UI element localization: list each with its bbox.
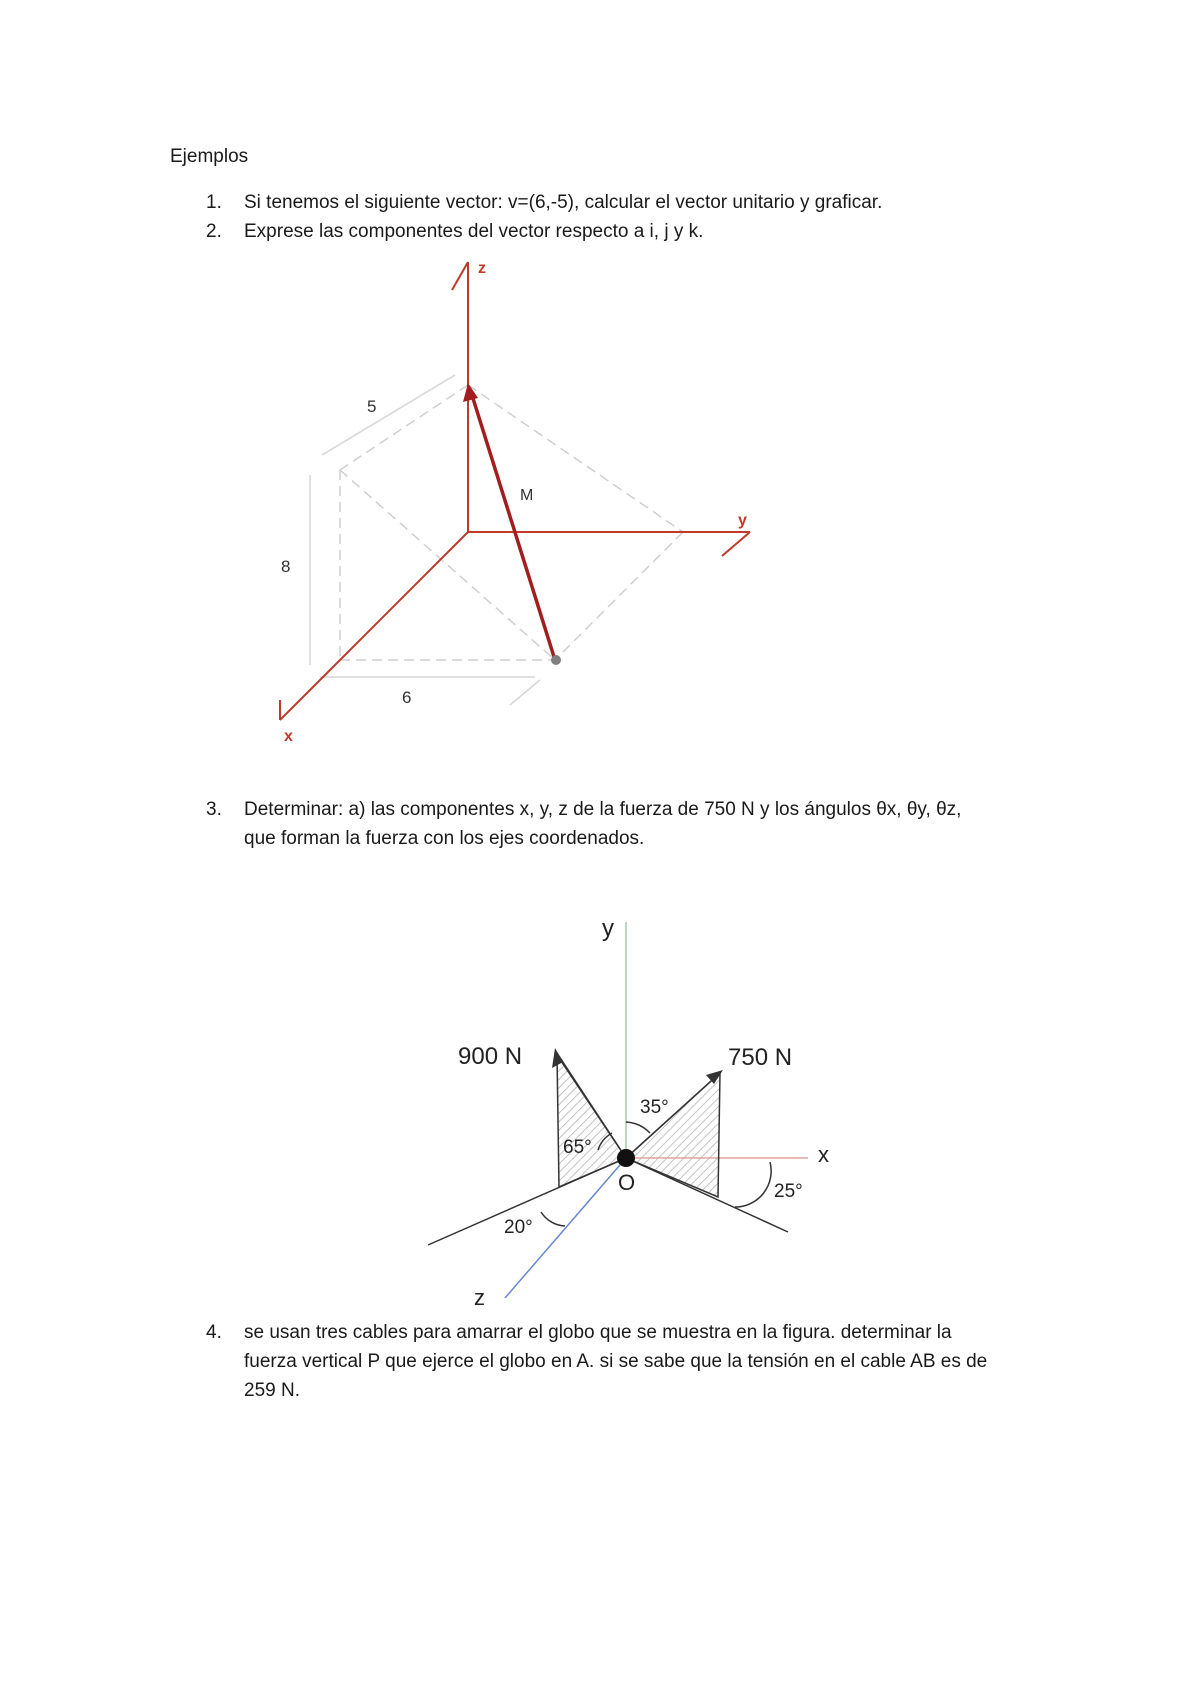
angle-25-label: 25° [774, 1181, 803, 1202]
vector-label: M [520, 487, 534, 504]
axis-x-label: x [818, 1142, 829, 1167]
angle-65-label: 65° [563, 1137, 592, 1158]
dimension-5-label: 5 [367, 397, 377, 416]
item-text: Exprese las componentes del vector respecto a i, j y k. [244, 221, 704, 242]
axis-z-label: z [478, 260, 486, 277]
item-number: 2. [206, 221, 222, 242]
force-900-label: 900 N [458, 1043, 523, 1070]
item-text-line: Determinar: a) las componentes x, y, z de la fuerza de 750 N y los ángulos θx, θy, θz, [244, 799, 962, 820]
origin-label: O [618, 1170, 636, 1195]
axis-x-label: x [284, 728, 293, 745]
angle-20-label: 20° [504, 1217, 533, 1238]
item-number: 3. [206, 799, 222, 820]
item-text-line: fuerza vertical P que ejerce el globo en A. si se sabe que la tensión en el cable AB es de [244, 1351, 988, 1372]
item-text: Si tenemos el siguiente vector: v=(6,-5), calcular el vector unitario y graficar. [244, 192, 883, 213]
angle-35-label: 35° [640, 1097, 669, 1118]
force-900-plane [557, 1055, 626, 1187]
force-750-label: 750 N [728, 1044, 793, 1071]
force-750-plane [626, 1073, 720, 1197]
origin-point [617, 1149, 635, 1167]
axis-z-label: z [474, 1285, 485, 1310]
item-text-line: que forman la fuerza con los ejes coordenados. [244, 828, 645, 849]
dimension-8-label: 8 [281, 557, 291, 576]
page-heading: Ejemplos [170, 146, 249, 167]
dimension-6-label: 6 [402, 688, 412, 707]
item-text-line: se usan tres cables para amarrar el globo que se muestra en la figura. determinar la [244, 1322, 952, 1343]
axis-y-label: y [602, 915, 614, 942]
item-number: 4. [206, 1322, 222, 1343]
item-text-line: 259 N. [244, 1380, 300, 1401]
item-number: 1. [206, 192, 222, 213]
axis-y-label: y [738, 512, 747, 529]
